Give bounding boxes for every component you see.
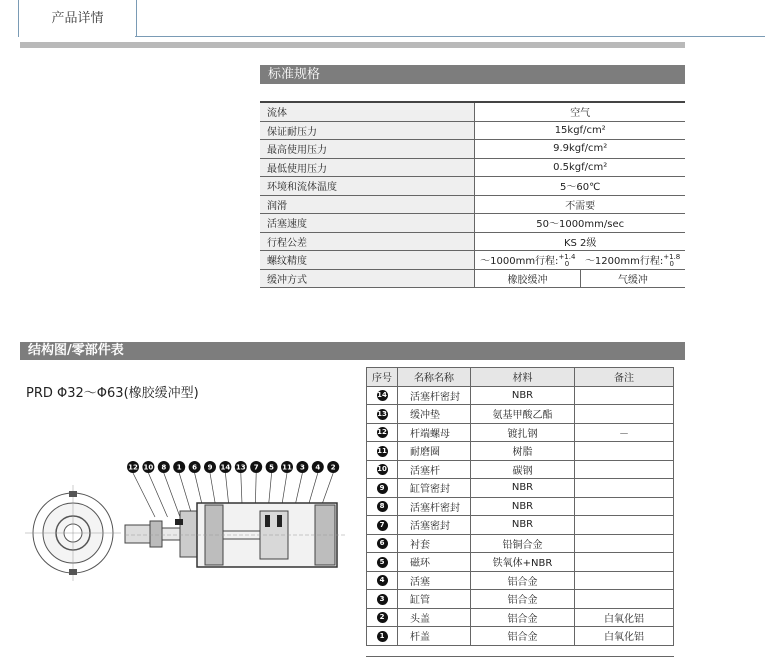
spec-value: 橡胶缓冲 xyxy=(475,269,580,288)
part-remark xyxy=(575,553,674,572)
part-no xyxy=(367,534,398,553)
table-row xyxy=(367,590,674,609)
part-no xyxy=(367,571,398,590)
spec-value: 15kgf/cm² xyxy=(475,121,685,140)
part-number-badge: 6 xyxy=(377,538,388,549)
spec-row xyxy=(260,140,685,159)
part-no xyxy=(367,516,398,535)
part-number-badge: 11 xyxy=(377,446,387,455)
table-row xyxy=(367,497,674,516)
part-number-badge: 4 xyxy=(377,575,388,586)
tab-bar xyxy=(0,0,765,38)
spec-value: 气缓冲 xyxy=(580,269,685,288)
spec-key: 螺纹精度 xyxy=(260,251,475,270)
part-material: 树脂 xyxy=(471,442,575,461)
part-number-badge: 2 xyxy=(377,612,388,623)
parts-header-row xyxy=(367,368,674,387)
part-number-badge: 12 xyxy=(377,428,387,437)
table-row xyxy=(367,608,674,627)
part-material: NBR xyxy=(471,479,575,498)
part-name: 活塞 xyxy=(398,571,471,590)
callout-label: 10 xyxy=(143,463,154,472)
part-remark xyxy=(575,460,674,479)
callout-label: 4 xyxy=(315,463,321,472)
part-material: NBR xyxy=(471,497,575,516)
part-name: 杆盖 xyxy=(398,627,471,646)
table-row xyxy=(367,423,674,442)
part-no xyxy=(367,497,398,516)
part-no xyxy=(367,608,398,627)
part-no xyxy=(367,590,398,609)
spec-row xyxy=(260,251,685,270)
part-name: 衬套 xyxy=(398,534,471,553)
table-row xyxy=(367,571,674,590)
spec-row xyxy=(260,214,685,233)
part-number-badge: 14 xyxy=(377,391,387,400)
part-material: 铝合金 xyxy=(471,571,575,590)
spec-key: 缓冲方式 xyxy=(260,269,475,288)
spec-value: ～1200mm行程:+1.8 0 xyxy=(580,251,685,270)
part-remark xyxy=(575,516,674,535)
part-no xyxy=(367,423,398,442)
part-remark: 白氧化铝 xyxy=(575,608,674,627)
callout-label: 9 xyxy=(207,463,213,472)
part-name: 缸管 xyxy=(398,590,471,609)
spec-key: 环境和流体温度 xyxy=(260,177,475,196)
spec-value: 9.9kgf/cm² xyxy=(475,140,685,159)
spec-value: 0.5kgf/cm² xyxy=(475,158,685,177)
part-no xyxy=(367,460,398,479)
part-material: NBR xyxy=(471,516,575,535)
part-material: NBR xyxy=(471,386,575,405)
parts-table xyxy=(366,367,674,646)
spec-section-header: 标准规格 xyxy=(260,65,685,84)
col-remark: 备注 xyxy=(575,368,674,387)
callout-leader xyxy=(133,473,155,517)
spec-key: 行程公差 xyxy=(260,232,475,251)
part-no xyxy=(367,627,398,646)
part-remark xyxy=(575,442,674,461)
part-number-badge: 3 xyxy=(377,594,388,605)
spec-row xyxy=(260,269,685,288)
table-row xyxy=(367,405,674,424)
part-number-badge: 1 xyxy=(377,631,388,642)
part-material: 铅铜合金 xyxy=(471,534,575,553)
part-number-badge: 10 xyxy=(377,465,387,474)
callout-label: 14 xyxy=(220,463,231,472)
spec-row xyxy=(260,232,685,251)
spec-value: 50～1000mm/sec xyxy=(475,214,685,233)
part-name: 磁环 xyxy=(398,553,471,572)
part-no xyxy=(367,553,398,572)
part-name: 活塞密封 xyxy=(398,516,471,535)
part-number-badge: 13 xyxy=(377,409,387,418)
callout-label: 12 xyxy=(128,463,138,472)
part-remark xyxy=(575,534,674,553)
part-name: 缸管密封 xyxy=(398,479,471,498)
part-remark: － xyxy=(575,423,674,442)
callout-leader xyxy=(164,473,180,517)
spec-row xyxy=(260,121,685,140)
spec-key: 最高使用压力 xyxy=(260,140,475,159)
part-remark xyxy=(575,479,674,498)
part-remark: 白氧化铝 xyxy=(575,627,674,646)
callout-leader xyxy=(148,473,167,517)
spec-key: 最低使用压力 xyxy=(260,158,475,177)
part-material: 铝合金 xyxy=(471,608,575,627)
cylinder-diagram xyxy=(15,455,360,585)
tab-baseline xyxy=(135,36,765,37)
callout-label: 3 xyxy=(299,463,305,472)
callout-label: 13 xyxy=(235,463,246,472)
part-number-badge: 8 xyxy=(377,501,388,512)
part-no xyxy=(367,442,398,461)
divider-bar xyxy=(20,42,685,48)
part-name: 活塞杆密封 xyxy=(398,497,471,516)
part-material: 铝合金 xyxy=(471,627,575,646)
spec-row xyxy=(260,158,685,177)
spec-row xyxy=(260,195,685,214)
part-material: 碳钢 xyxy=(471,460,575,479)
part-no xyxy=(367,386,398,405)
part-name: 头盖 xyxy=(398,608,471,627)
spec-row xyxy=(260,102,685,121)
table-row xyxy=(367,534,674,553)
end-view-drawing xyxy=(25,485,121,581)
part-number-badge: 7 xyxy=(377,520,388,531)
part-name: 耐磨圈 xyxy=(398,442,471,461)
col-material: 材料 xyxy=(471,368,575,387)
spec-key: 保证耐压力 xyxy=(260,121,475,140)
structure-section-header: 结构图/零部件表 xyxy=(20,342,685,360)
part-name: 活塞杆密封 xyxy=(398,386,471,405)
callout-label: 8 xyxy=(161,463,167,472)
table-row xyxy=(367,460,674,479)
spec-row xyxy=(260,177,685,196)
part-material: 氨基甲酸乙酯 xyxy=(471,405,575,424)
spec-value: ～1000mm行程:+1.4 0 xyxy=(475,251,580,270)
callout-label: 2 xyxy=(330,463,336,472)
callout-label: 11 xyxy=(282,463,292,472)
part-material: 铁氧体+NBR xyxy=(471,553,575,572)
part-remark xyxy=(575,497,674,516)
part-number-badge: 9 xyxy=(377,483,388,494)
part-remark xyxy=(575,386,674,405)
spec-key: 流体 xyxy=(260,102,475,121)
table-row xyxy=(367,627,674,646)
model-label: PRD Φ32～Φ63(橡胶缓冲型) xyxy=(26,386,199,401)
table-row xyxy=(367,386,674,405)
table-row xyxy=(367,442,674,461)
part-remark xyxy=(575,405,674,424)
table-row xyxy=(367,479,674,498)
callout-label: 5 xyxy=(269,463,275,472)
callout-leader xyxy=(179,473,192,517)
part-remark xyxy=(575,590,674,609)
part-no xyxy=(367,479,398,498)
callout-label: 1 xyxy=(176,463,182,472)
part-name: 活塞杆 xyxy=(398,460,471,479)
spec-key: 润滑 xyxy=(260,195,475,214)
part-number-badge: 5 xyxy=(377,557,388,568)
col-no: 序号 xyxy=(367,368,398,387)
callout-label: 6 xyxy=(192,463,198,472)
part-name: 杆端螺母 xyxy=(398,423,471,442)
spec-value: KS 2级 xyxy=(475,232,685,251)
side-view-drawing xyxy=(125,503,345,567)
col-name: 名称名称 xyxy=(398,368,471,387)
table-row xyxy=(367,516,674,535)
spec-key: 活塞速度 xyxy=(260,214,475,233)
spec-value: 空气 xyxy=(475,102,685,121)
table-row xyxy=(367,553,674,572)
part-name: 缓冲垫 xyxy=(398,405,471,424)
spec-table xyxy=(260,101,685,288)
part-material: 铝合金 xyxy=(471,590,575,609)
callout-label: 7 xyxy=(253,463,259,472)
part-material: 镀扎钢 xyxy=(471,423,575,442)
spec-value: 不需要 xyxy=(475,195,685,214)
part-no xyxy=(367,405,398,424)
part-remark xyxy=(575,571,674,590)
spec-value: 5～60℃ xyxy=(475,177,685,196)
tab-product-details[interactable]: 产品详情 xyxy=(18,0,137,37)
